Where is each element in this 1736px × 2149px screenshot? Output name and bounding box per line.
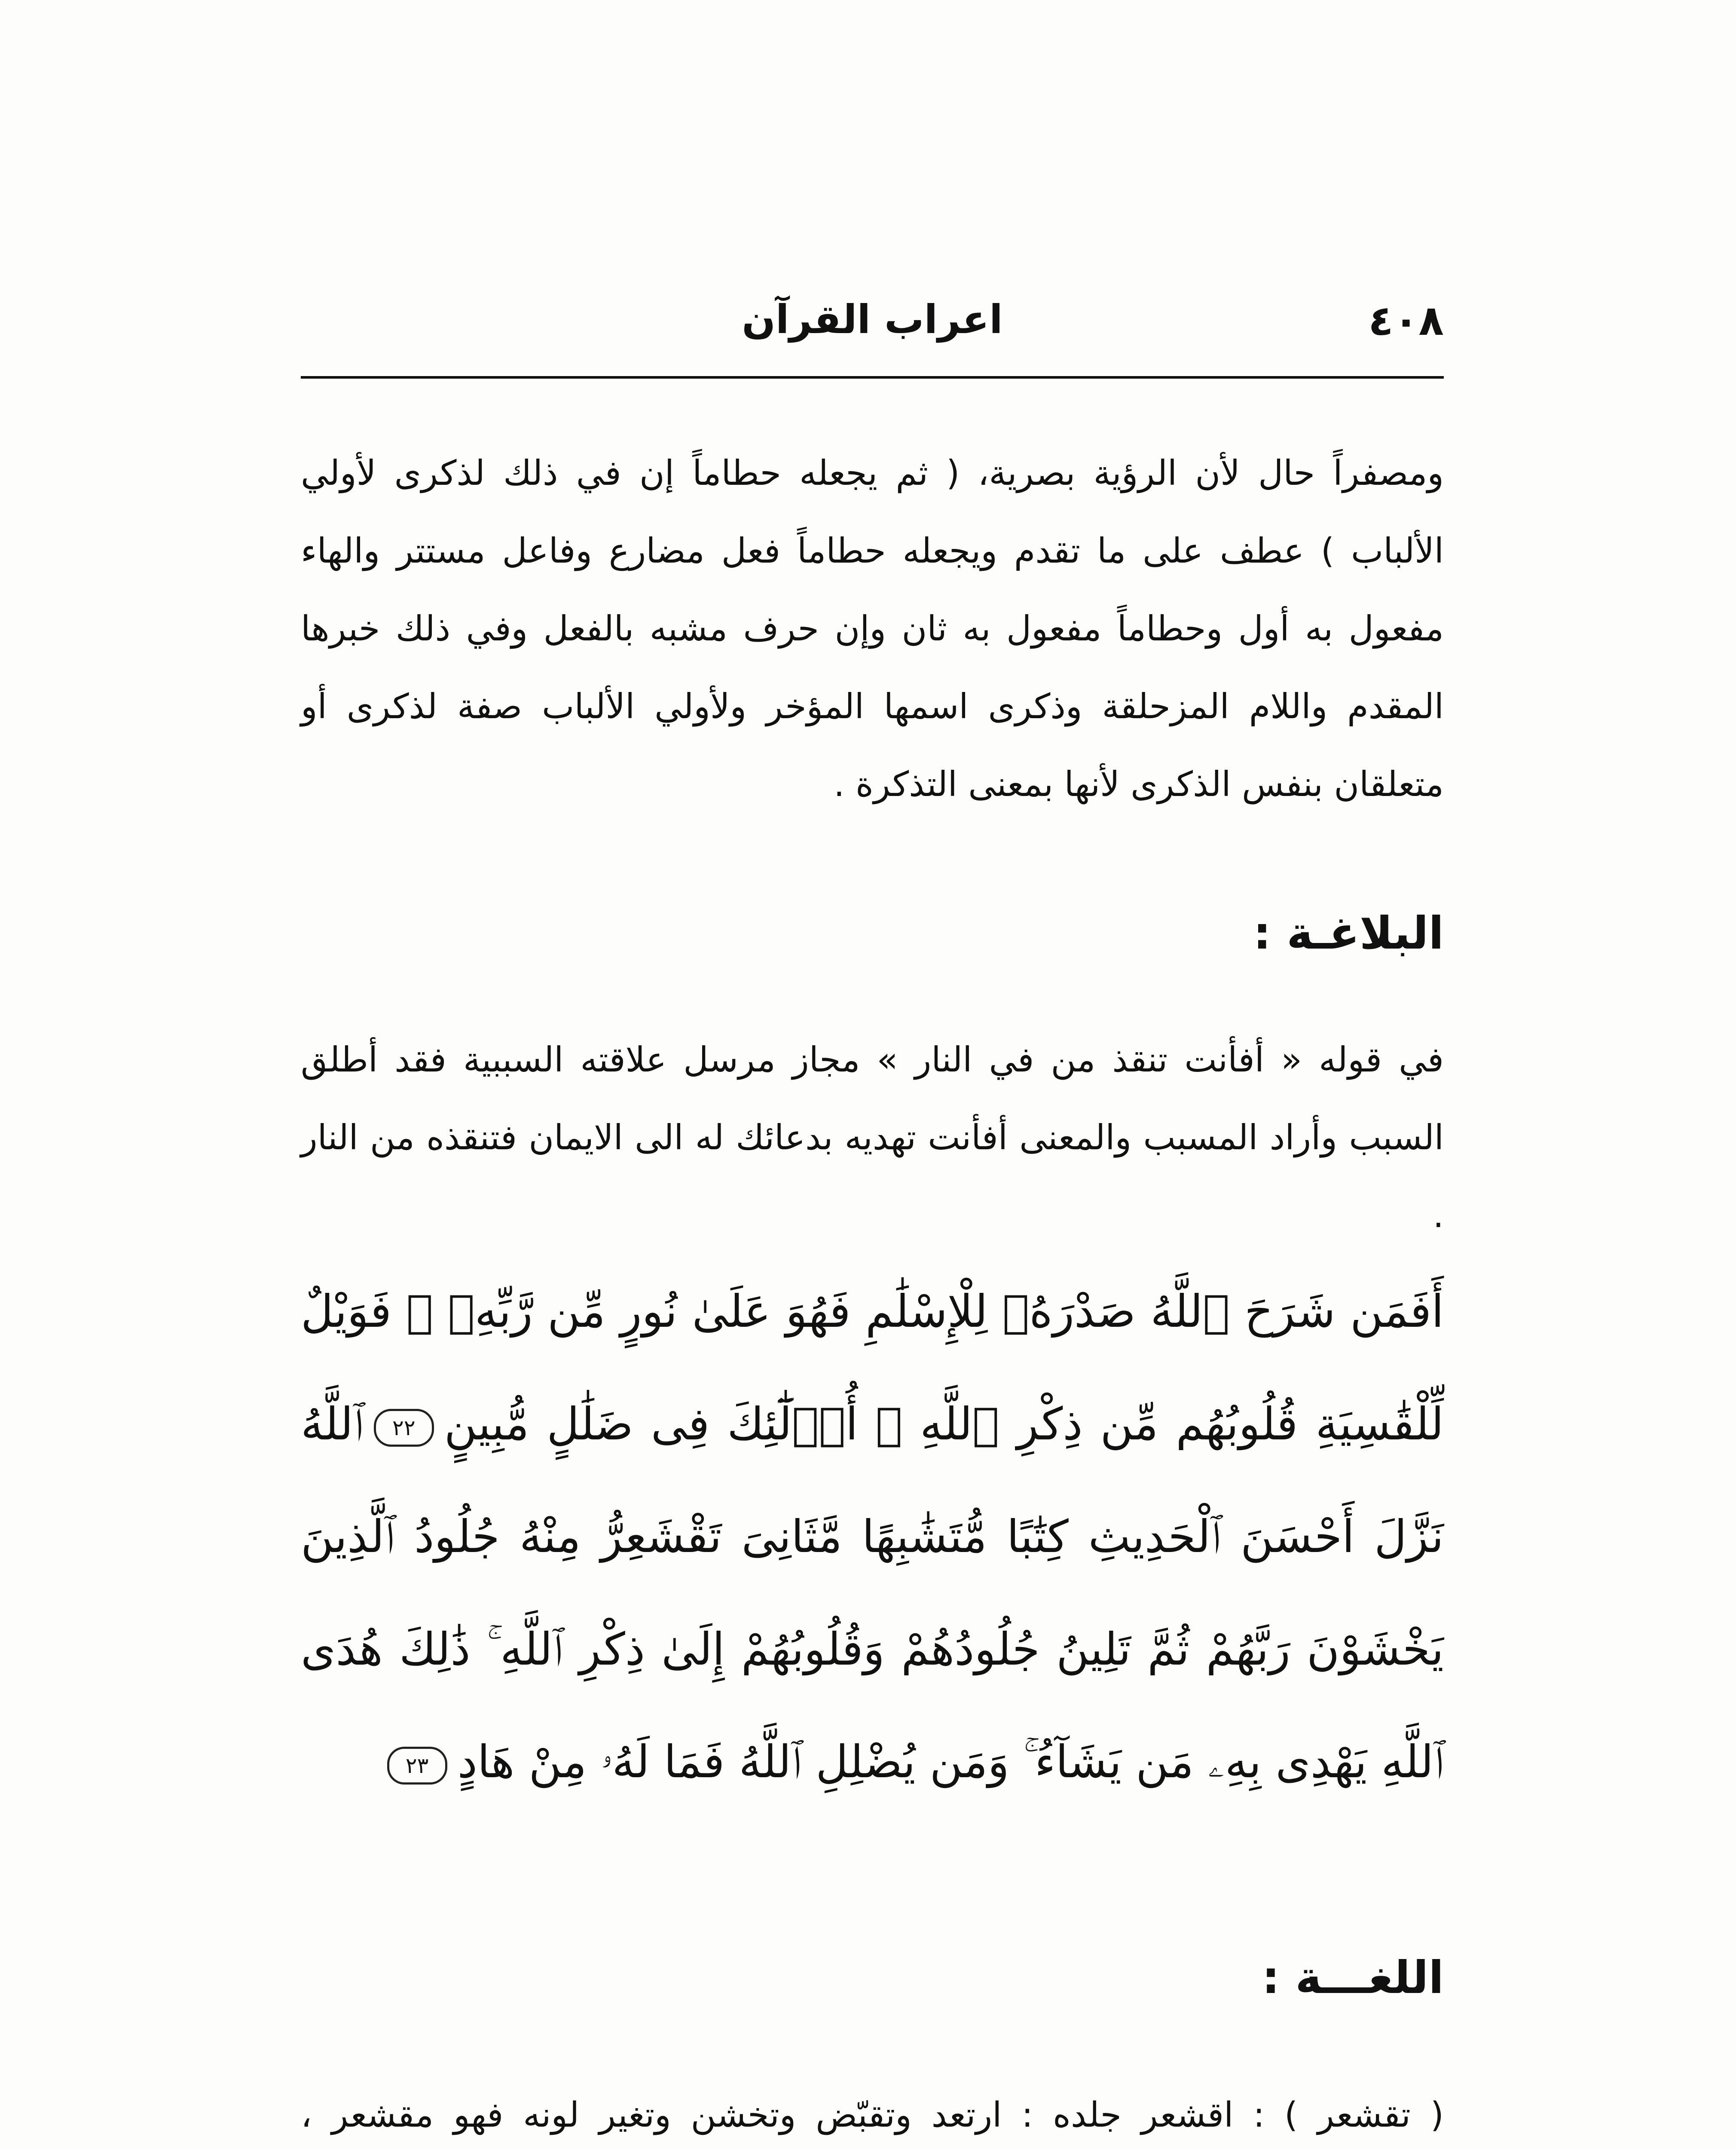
lugha-section [301, 1951, 1444, 2004]
balagha-heading: البلاغـة : [1253, 907, 1444, 959]
ayah-number-23-label: ٢٣ [405, 1753, 429, 1778]
quran-verse-block [301, 1255, 1444, 1818]
page-header [301, 297, 1444, 361]
ayah-number-23 [387, 1747, 447, 1785]
intro-paragraph: ومصفراً حال لأن الرؤية بصرية، ( ثم يجعله حطاماً إن في ذلك لذكرى لأولي الألباب ) عطف على ما تقدم ويجعله حطاماً فعل مضارع وفاعل مستتر والهاء مفعول به أول وحطاماً مفعول به ثان وإن حرف مشبه بالفعل وفي ذلك خبرها المقدم واللام المزحلقة وذكرى اسمها المؤخر ولأولي الألباب صفة لذكرى أو متعلقان بنفس الذكرى لأنها بمعنى التذكرة . [301, 453, 1444, 804]
lugha-paragraph: ( تقشعر ) : اقشعر جلده : ارتعد وتقبّض وتخشن وتغير لونه فهو مقشعر ، [301, 2095, 1444, 2135]
lugha-body [301, 2076, 1444, 2149]
ayah-number-22 [374, 1409, 434, 1447]
intro-section [301, 434, 1444, 823]
verse-text-22: أَفَمَن شَرَحَ ٱللَّهُ صَدْرَهُۥ لِلْإِسْلَٰمِ فَهُوَ عَلَىٰ نُورٍ مِّن رَّبِّهِۦ ۚ فَوَيْلٌ لِّلْقَٰسِيَةِ قُلُوبُهُم مِّن ذِكْرِ ٱللَّهِ ۚ أُو۟لَٰٓئِكَ فِى ضَلَٰلٍ مُّبِينٍ [301, 1285, 1444, 1450]
verse-text-23: ٱللَّهُ نَزَّلَ أَحْسَنَ ٱلْحَدِيثِ كِتَٰبًا مُّتَشَٰبِهًا مَّثَانِىَ تَقْشَعِرُّ مِنْهُ جُلُودُ ٱلَّذِينَ يَخْشَوْنَ رَبَّهُمْ ثُمَّ تَلِينُ جُلُودُهُمْ وَقُلُوبُهُمْ إِلَىٰ ذِكْرِ ٱللَّهِ ۚ ذَٰلِكَ هُدَى ٱللَّهِ يَهْدِى بِهِۦ مَن يَشَآءُ ۚ وَمَن يُضْلِلِ ٱللَّهُ فَمَا لَهُۥ مِنْ هَادٍ [301, 1398, 1444, 1788]
ayah-number-22-label: ٢٢ [392, 1415, 416, 1440]
lugha-heading: اللغـــة : [1262, 1951, 1444, 2004]
running-title: اعراب القرآن [742, 297, 1003, 343]
header-rule [301, 376, 1444, 379]
page-number: ٤٠٨ [1368, 297, 1444, 345]
balagha-paragraph: في قوله « أفأنت تنقذ من في النار » مجاز مرسل علاقته السببية فقد أطلق السبب وأراد المسبب والمعنى أفأنت تهديه بدعائك له الى الايمان فتنقذه من النار . [301, 1040, 1444, 1235]
balagha-body [301, 1021, 1444, 1254]
balagha-section [301, 907, 1444, 959]
